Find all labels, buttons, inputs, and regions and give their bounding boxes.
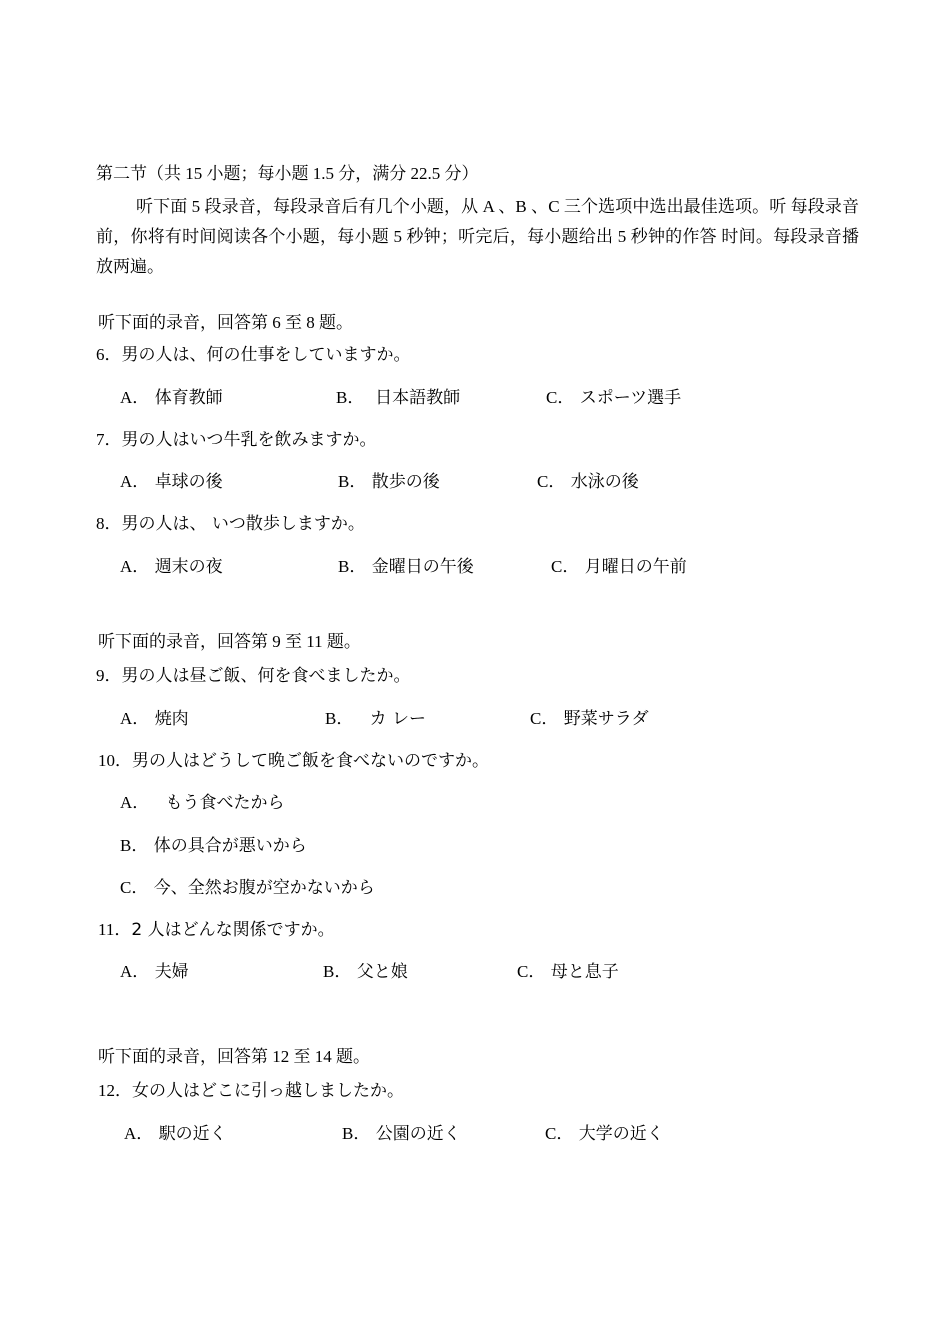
option-11a[interactable] [120,962,189,982]
option-text: 体の具合が悪いから [153,836,307,856]
option-12c[interactable] [545,1124,664,1144]
question-number: 6． [96,345,122,364]
question-9 [96,666,411,686]
option-6a[interactable] [120,388,223,408]
option-7a[interactable] [120,472,223,492]
question-6 [96,345,411,365]
option-letter: C． [530,709,559,728]
option-letter: C． [551,557,580,576]
option-8b[interactable] [338,557,474,577]
option-letter: B． [338,472,367,491]
question-number: 10． [98,751,132,770]
question-text: 女の人はどこに引っ越しましたか。 [132,1081,404,1101]
option-text: 今、全然お腹が空かないから [153,878,375,898]
question-number: 9． [96,666,122,685]
question-text: 男の人は昼ご飯、何を食べましたか。 [121,666,411,686]
option-letter: A． [124,1124,154,1143]
option-10a[interactable] [120,793,285,813]
option-text: 母と息子 [550,962,619,982]
section-instructions: 听下面 5 段录音，每段录音后有几个小题，从 A 、B 、C 三个选项中选出最佳选项。听 每段录音前，你将有时间阅读各个小题，每小题 5 秒钟；听完后，每小题给出 5 秒钟的作答 时间。每段录音播放两遍。 [96,197,859,276]
option-letter: B． [120,836,149,855]
option-letter: C． [546,388,575,407]
option-8a[interactable] [120,557,223,577]
option-9a[interactable] [120,709,189,729]
option-letter: B． [342,1124,371,1143]
option-text: 夫婦 [154,962,189,982]
question-7 [96,430,377,450]
option-letter: B． [338,557,367,576]
option-text: 父と娘 [356,962,408,982]
option-letter: B． [323,962,352,981]
question-text: 男の人は、 いつ散歩しますか。 [121,514,365,534]
question-text: 男の人は、何の仕事をしていますか。 [121,345,411,365]
option-letter: C． [517,962,546,981]
question-10 [98,751,489,771]
option-11c[interactable] [517,962,619,982]
option-6c[interactable] [546,388,681,408]
option-7c[interactable] [537,472,639,492]
option-12b[interactable] [342,1124,461,1144]
question-text: 男の人はいつ牛乳を飲みますか。 [121,430,377,450]
option-text: 週末の夜 [154,557,223,577]
option-letter: A． [120,962,150,981]
option-letter: B． [325,709,354,728]
option-text: 公園の近く [375,1124,461,1144]
option-letter: A． [120,472,150,491]
option-letter: B． [336,388,365,407]
option-text: 月曜日の午前 [584,557,687,577]
group-intro: 听下面的录音，回答第 9 至 11 题。 [98,632,361,651]
question-number: 11． [98,920,132,939]
section-header: 第二节（共 15 小题；每小题 1.5 分，满分 22.5 分） [96,164,479,183]
option-11b[interactable] [323,962,408,982]
question-11 [98,920,335,940]
option-10b[interactable] [120,836,307,856]
option-6b[interactable] [336,388,460,408]
question-text: 男の人はどうして晩ご飯を食べないのですか。 [132,751,489,771]
group-intro: 听下面的录音，回答第 12 至 14 题。 [98,1047,370,1066]
option-text: 野菜サラダ [563,709,649,729]
option-text: 体育教師 [154,388,223,408]
question-text: 2 人はどんな関係ですか。 [131,920,335,940]
option-letter: C． [545,1124,574,1143]
option-text: カ レー [369,709,426,729]
option-10c[interactable] [120,878,375,898]
option-letter: C． [120,878,149,897]
option-text: スポーツ選手 [579,388,682,408]
option-text: 駅の近く [158,1124,227,1144]
option-letter: C． [537,472,566,491]
option-7b[interactable] [338,472,440,492]
option-text: 焼肉 [154,709,189,729]
option-text: 水泳の後 [570,472,639,492]
option-text: 日本語教師 [375,388,461,408]
option-9c[interactable] [530,709,649,729]
option-text: 大学の近く [578,1124,664,1144]
option-letter: A． [120,388,150,407]
question-12 [98,1081,404,1101]
option-8c[interactable] [551,557,687,577]
option-letter: A． [120,557,150,576]
option-text: 卓球の後 [154,472,223,492]
question-8 [96,514,365,534]
option-12a[interactable] [124,1124,227,1144]
option-text: もう食べたから [165,793,285,813]
option-text: 金曜日の午後 [371,557,474,577]
question-number: 7． [96,430,122,449]
option-9b[interactable] [325,709,426,729]
question-number: 12． [98,1081,132,1100]
group-intro: 听下面的录音，回答第 6 至 8 题。 [98,313,353,332]
option-letter: A． [120,709,150,728]
option-text: 散歩の後 [371,472,440,492]
question-number: 8． [96,514,122,533]
option-letter: A． [120,793,150,812]
